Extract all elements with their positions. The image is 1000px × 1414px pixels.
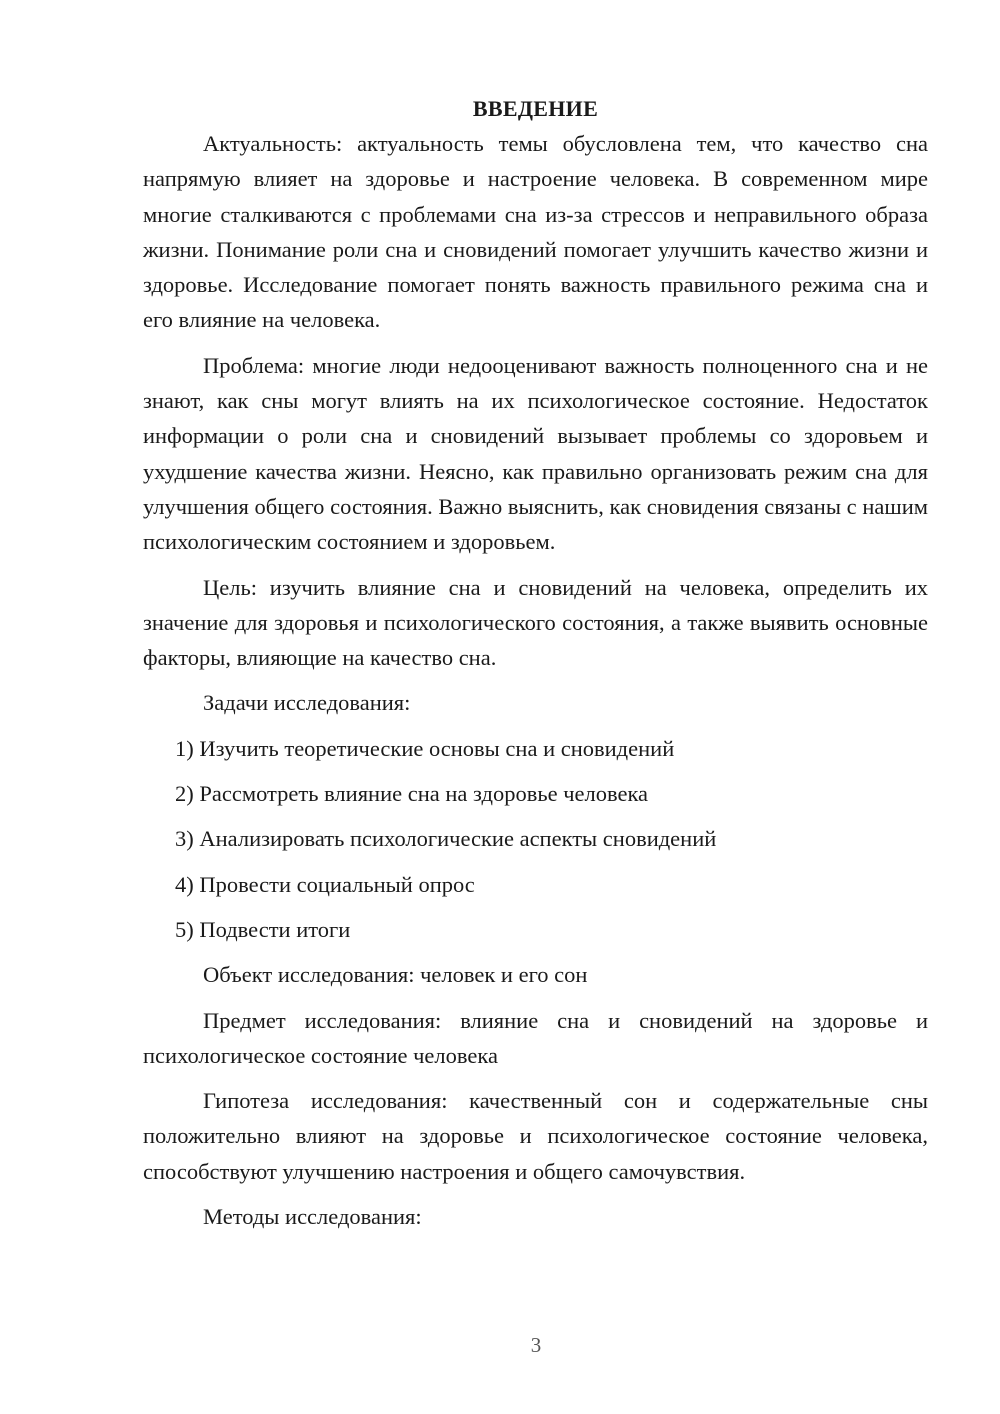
tasks-heading: Задачи исследования:	[203, 690, 411, 716]
tasks-list	[143, 731, 928, 947]
section-heading: ВВЕДЕНИЕ	[472, 96, 599, 121]
problem-paragraph: Проблема: многие люди недооценивают важность полноценного сна и не знают, как сны могут влиять на их психологическое состояние. Недостаток информации о роли сна и сновидений вызывает проблемы со здоровьем и ухудшение качества жизни. Неясно, как правильно организовать режим сна для улучшения общего состояния. Важно выяснить, как сновидения связаны с нашим психологическим состоянием и здоровьем.	[143, 352, 928, 555]
hypothesis-paragraph: Гипотеза исследования: качественный сон и содержательные сны положительно влияют на здоровье и психологическое состояние человека, способствуют улучшению настроения и общего самочувствия.	[143, 1088, 928, 1184]
task-item: 2) Рассмотреть влияние сна на здоровье человека	[175, 781, 649, 807]
document-page	[143, 94, 928, 1244]
page-number: 3	[530, 1333, 542, 1357]
relevance-paragraph: Актуальность: актуальность темы обусловлена тем, что качество сна напрямую влияет на здоровье и настроение человека. В современном мире многие сталкиваются с проблемами сна из-за стрессов и неправильного образа жизни. Понимание роли сна и сновидений помогает улучшить качество жизни и здоровье. Исследование помогает понять важность правильного режима сна и его влияние на человека.	[143, 131, 928, 333]
task-item: 3) Анализировать психологические аспекты сновидений	[175, 826, 717, 852]
goal-paragraph: Цель: изучить влияние сна и сновидений на человека, определить их значение для здоровья и психологического состояния, а также выявить основные факторы, влияющие на качество сна.	[143, 574, 928, 671]
task-item: 4) Провести социальный опрос	[175, 871, 475, 897]
subject-paragraph: Предмет исследования: влияние сна и сновидений на здоровье и психологическое состояние человека	[143, 1007, 928, 1068]
object-paragraph: Объект исследования: человек и его сон	[203, 962, 588, 988]
methods-heading: Методы исследования:	[203, 1204, 422, 1230]
task-item: 1) Изучить теоретические основы сна и сновидений	[175, 735, 675, 761]
task-item: 5) Подвести итоги	[175, 916, 351, 942]
